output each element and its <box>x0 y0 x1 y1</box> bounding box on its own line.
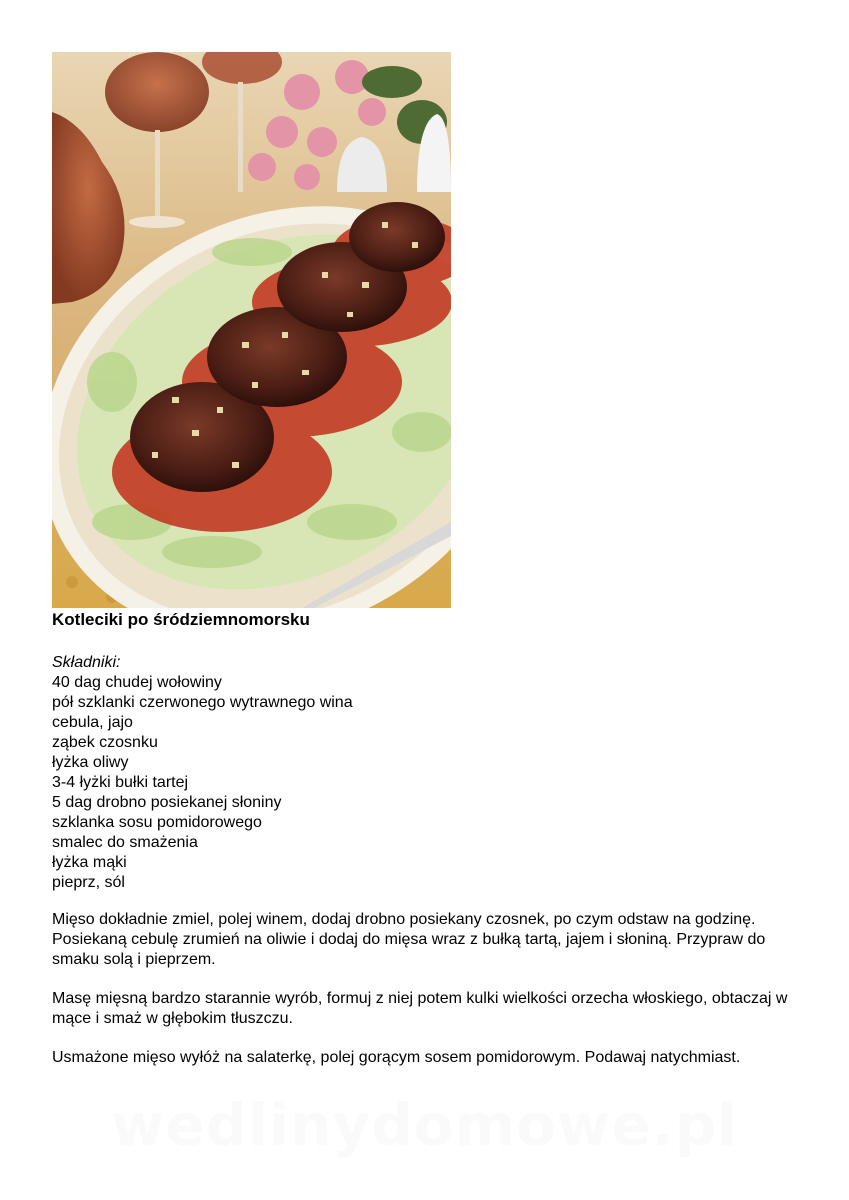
recipe-title: Kotleciki po śródziemnomorsku <box>52 610 310 629</box>
ingredient-item: 40 dag chudej wołowiny <box>52 674 222 691</box>
ingredient-item: łyżka mąki <box>52 854 127 871</box>
ingredient-item: pieprz, sól <box>52 874 125 891</box>
ingredient-item: pół szklanki czerwonego wytrawnego wina <box>52 694 353 711</box>
instruction-paragraph: Mięso dokładnie zmiel, polej winem, dodaj drobno posiekany czosnek, po czym odstaw na godzinę. Posiekaną cebulę zrumień na oliwie i dodaj do mięsa wraz z bułką tartą, jajem i słoniną. Przypraw do smaku solą i pieprzem. <box>52 911 766 968</box>
ingredient-item: 5 dag drobno posiekanej słoniny <box>52 794 282 811</box>
ingredients-heading: Składniki: <box>52 654 121 671</box>
instruction-paragraph: Usmażone mięso wyłóż na salaterkę, polej gorącym sosem pomidorowym. Podawaj natychmiast. <box>52 1049 741 1066</box>
ingredient-item: 3-4 łyżki bułki tartej <box>52 774 189 791</box>
ingredient-item: łyżka oliwy <box>52 754 129 771</box>
watermark: wedlinydomowe.pl <box>110 1091 739 1159</box>
instruction-paragraph: Masę mięsną bardzo starannie wyrób, formuj z niej potem kulki wielkości orzecha włoskiego, obtaczaj w mące i smaż w głębokim tłuszczu. <box>52 990 788 1027</box>
ingredient-item: cebula, jajo <box>52 714 133 731</box>
recipe-photo <box>52 52 451 608</box>
ingredient-item: ząbek czosnku <box>52 734 158 751</box>
ingredients-list <box>52 673 353 893</box>
ingredient-item: smalec do smażenia <box>52 834 198 851</box>
ingredient-item: szklanka sosu pomidorowego <box>52 814 262 831</box>
